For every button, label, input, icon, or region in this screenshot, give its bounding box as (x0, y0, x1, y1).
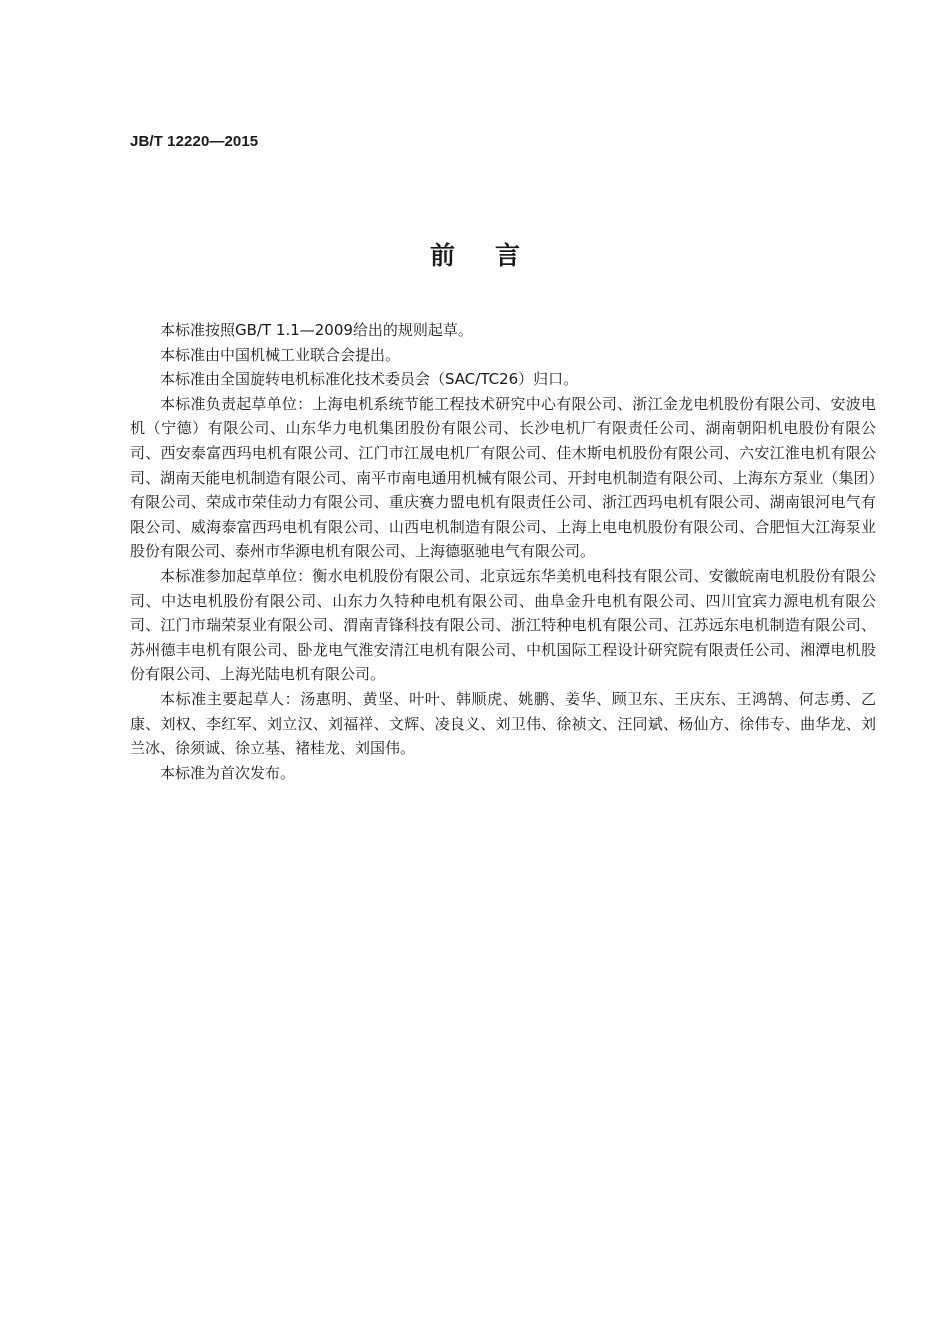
paragraph-main-drafters: 本标准主要起草人：汤惠明、黄坚、叶叶、韩顺虎、姚鹏、姜华、顾卫东、王庆东、王鸿鹄、何志勇、乙康、刘权、李红军、刘立汉、刘福祥、文辉、凌良义、刘卫伟、徐祯文、汪同斌、杨仙方、徐伟专、曲华龙、刘兰冰、徐须诚、徐立基、褚桂龙、刘国伟。 (130, 689, 876, 758)
foreword-body (130, 318, 876, 785)
paragraph-technical-committee: 本标准由全国旋转电机标准化技术委员会（SAC/TC26）归口。 (160, 370, 579, 389)
paragraph-participating-units: 本标准参加起草单位：衡水电机股份有限公司、北京远东华美机电科技有限公司、安徽皖南电机股份有限公司、中达电机股份有限公司、山东力久特种电机有限公司、曲阜金升电机有限公司、四川宜宾力源电机有限公司、江门市瑞荣泵业有限公司、渭南青锋科技有限公司、浙江特种电机有限公司、江苏远东电机制造有限公司、苏州德丰电机有限公司、卧龙电气淮安清江电机有限公司、中机国际工程设计研究院有限责任公司、湘潭电机股份有限公司、上海光陆电机有限公司。 (130, 566, 876, 684)
paragraph-first-release: 本标准为首次发布。 (160, 763, 296, 782)
page-title: 前言 (429, 241, 560, 270)
standard-code: JB/T 12220—2015 (130, 133, 259, 150)
paragraph-proposer: 本标准由中国机械工业联合会提出。 (160, 345, 401, 364)
paragraph-drafting-rules: 本标准按照GB/T 1.1—2009给出的规则起草。 (160, 321, 473, 339)
paragraph-lead-drafting-units: 本标准负责起草单位：上海电机系统节能工程技术研究中心有限公司、浙江金龙电机股份有限公司、安波电机（宁德）有限公司、山东华力电机集团股份有限公司、长沙电机厂有限责任公司、湖南朝阳机电股份有限公司、西安泰富西玛电机有限公司、江门市江晟电机厂有限公司、佳木斯电机股份有限公司、六安江淮电机有限公司、湖南天能电机制造有限公司、南平市南电通用机械有限公司、开封电机制造有限公司、上海东方泵业（集团）有限公司、荣成市荣佳动力有限公司、重庆赛力盟电机有限责任公司、浙江西玛电机有限公司、湖南银河电气有限公司、威海泰富西玛电机有限公司、山西电机制造有限公司、上海上电电机股份有限公司、合肥恒大江海泵业股份有限公司、泰州市华源电机有限公司、上海德驱驰电气有限公司。 (130, 394, 876, 561)
